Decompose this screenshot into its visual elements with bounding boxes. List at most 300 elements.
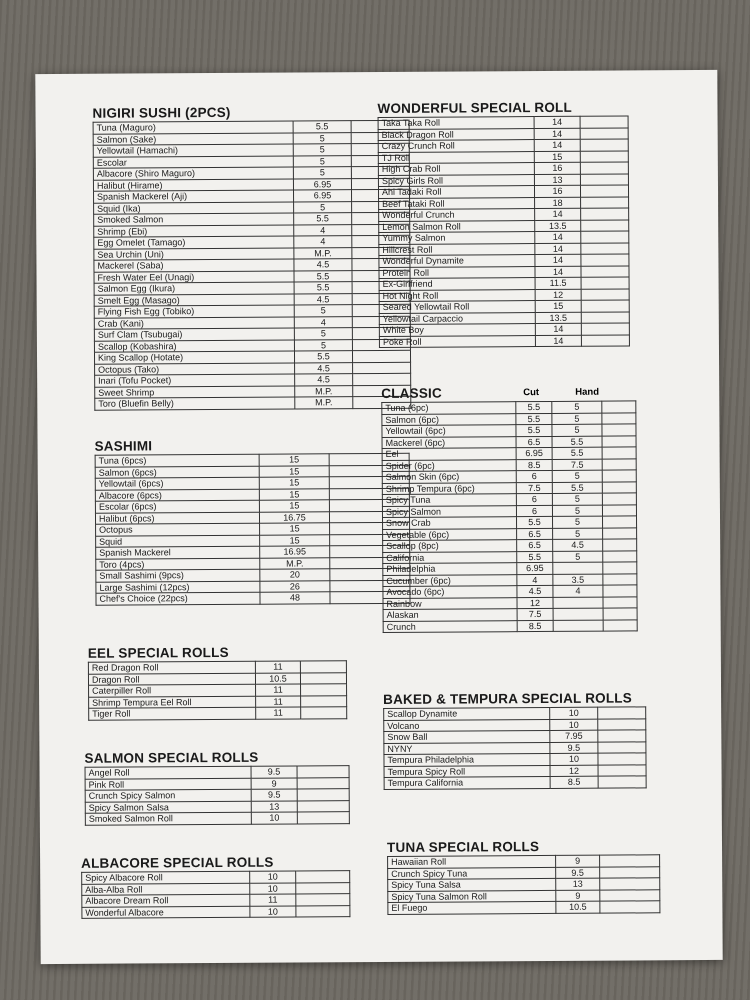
blank-cell <box>296 871 350 883</box>
hand-price: 5 <box>552 413 602 425</box>
blank-cell <box>600 878 660 890</box>
item-price: 14 <box>535 335 581 347</box>
item-price: 5 <box>294 201 352 213</box>
item-name: Tempura Philadelphia <box>384 753 550 766</box>
item-name: Tempura California <box>384 776 550 789</box>
item-price: 11 <box>256 684 301 696</box>
blank-cell <box>603 562 637 574</box>
menu-row <box>85 812 349 825</box>
blank-cell <box>602 412 636 424</box>
blank-cell <box>297 777 349 789</box>
blank-cell <box>352 350 410 362</box>
blank-cell <box>603 608 637 620</box>
blank-cell <box>602 435 636 447</box>
item-name: Red Dragon Roll <box>88 661 255 674</box>
item-price: 13 <box>534 174 580 186</box>
menu-row <box>388 901 660 914</box>
item-name: Seared Yellowtail Roll <box>379 301 535 313</box>
blank-cell <box>603 596 637 608</box>
item-price: 11 <box>250 894 296 906</box>
hand-price: 5 <box>552 505 602 517</box>
blank-cell <box>603 573 637 585</box>
blank-cell <box>296 882 350 894</box>
blank-cell <box>602 458 636 470</box>
item-price: 8.5 <box>550 776 598 788</box>
item-price: 15 <box>259 454 329 466</box>
item-name: Yellowtail Carpaccio <box>379 312 535 324</box>
item-price: 15 <box>260 523 330 535</box>
section-title: SALMON SPECIAL ROLLS <box>84 749 259 766</box>
item-price: 5 <box>293 132 351 144</box>
section-eel <box>88 644 347 720</box>
hand-price: 5.5 <box>552 436 602 448</box>
item-price: 10.5 <box>556 901 600 913</box>
hand-price: 5 <box>552 401 602 413</box>
item-price: 14 <box>534 139 580 151</box>
item-price: 14 <box>535 266 581 278</box>
blank-cell <box>300 661 346 673</box>
item-name: Octopus <box>96 523 260 536</box>
item-name: Tuna (Maguro) <box>93 121 293 134</box>
item-name: Poke Roll <box>379 335 535 347</box>
hand-price: 3.5 <box>553 574 603 586</box>
item-price: 5 <box>293 144 351 156</box>
cut-price: 5.5 <box>516 424 552 436</box>
item-name: Wonderful Crunch <box>379 209 535 221</box>
item-price: 10 <box>250 906 296 918</box>
hand-price: 5 <box>552 516 602 528</box>
blank-cell <box>598 730 646 742</box>
blank-cell <box>297 812 349 824</box>
cut-price: 5.5 <box>516 401 552 413</box>
item-name: Philadelphia <box>383 563 517 575</box>
classic-header-row <box>381 384 636 402</box>
blank-cell <box>581 311 629 323</box>
item-name: Halibut (6pcs) <box>95 512 259 525</box>
item-name: Shrimp Tempura (6pc) <box>382 482 516 494</box>
item-name: Smoked Salmon Roll <box>85 812 251 825</box>
menu-row <box>379 334 629 347</box>
blank-cell <box>301 707 347 719</box>
menu-sheet <box>35 70 722 964</box>
item-name: Spicy Tuna Salsa <box>388 878 556 891</box>
item-price: 5 <box>294 305 352 317</box>
item-name: Tuna (6pc) <box>382 402 516 414</box>
item-price: 16.95 <box>260 546 330 558</box>
cut-price: 6 <box>516 493 552 505</box>
item-name: Crazy Crunch Roll <box>378 140 534 152</box>
item-name: Crunch <box>383 620 517 632</box>
item-name: Spicy Girls Roll <box>378 174 534 186</box>
item-price: 5 <box>293 167 351 179</box>
item-price: 5 <box>293 155 351 167</box>
cut-price: 5.5 <box>517 516 553 528</box>
item-price: 14 <box>535 243 581 255</box>
item-name: White Boy <box>379 324 535 336</box>
item-name: Surf Clam (Tsubugai) <box>94 328 294 341</box>
item-name: Eel <box>382 448 516 460</box>
section-title: CLASSIC <box>381 385 442 401</box>
hand-price: 5 <box>552 493 602 505</box>
item-name: Tiger Roll <box>89 707 256 720</box>
item-price: 26 <box>260 580 330 592</box>
item-price: 4 <box>294 224 352 236</box>
blank-cell <box>602 504 636 516</box>
item-price: 15 <box>259 477 329 489</box>
blank-cell <box>580 173 628 185</box>
item-price: 20 <box>260 569 330 581</box>
blank-cell <box>297 789 349 801</box>
item-name: Chef's Choice (22pcs) <box>96 592 260 605</box>
blank-cell <box>301 684 347 696</box>
item-name: El Fuego <box>388 901 556 914</box>
item-name: Salmon Egg (Ikura) <box>94 282 294 295</box>
item-name: Crunch Spicy Tuna <box>388 867 556 880</box>
item-price: 5.5 <box>294 270 352 282</box>
item-name: Smelt Egg (Masago) <box>94 294 294 307</box>
item-name: Spicy Salmon Salsa <box>85 801 251 814</box>
item-price: 15 <box>259 465 329 477</box>
blank-cell <box>580 127 628 139</box>
item-price: 12 <box>550 765 598 777</box>
cut-price: 6 <box>516 505 552 517</box>
item-name: Scallop (8pc) <box>383 540 517 552</box>
item-price: 11 <box>256 695 301 707</box>
item-name: Yellowtail (Hamachi) <box>93 144 293 157</box>
item-name: Halibut (Hirame) <box>93 179 293 192</box>
item-name: King Scallop (Hotate) <box>94 351 294 364</box>
menu-row <box>95 396 411 409</box>
blank-cell <box>602 470 636 482</box>
menu-table <box>88 660 347 720</box>
menu-table <box>81 870 350 919</box>
item-price: 11 <box>255 661 300 673</box>
item-name: Toro (4pcs) <box>96 558 260 571</box>
hand-price: 4 <box>553 585 603 597</box>
item-price: 12 <box>535 289 581 301</box>
section-tuna <box>387 838 660 914</box>
menu-table <box>381 400 637 633</box>
item-name: Egg Omelet (Tamago) <box>94 236 294 249</box>
blank-cell <box>296 905 350 917</box>
item-price: 9 <box>556 890 600 902</box>
item-price: 14 <box>534 128 580 140</box>
item-name: Spicy Salmon <box>382 505 516 517</box>
section-title: ALBACORE SPECIAL ROLLS <box>81 854 274 871</box>
blank-cell <box>581 288 629 300</box>
item-name: Hawaiian Roll <box>388 855 556 868</box>
section-title: TUNA SPECIAL ROLLS <box>386 839 540 855</box>
item-price: 15 <box>535 300 581 312</box>
item-name: Spanish Mackerel <box>96 546 260 559</box>
blank-cell <box>301 695 347 707</box>
item-price: 5.5 <box>294 282 352 294</box>
item-name: Spicy Tuna <box>382 494 516 506</box>
item-name: Octopus (Tako) <box>95 363 295 376</box>
item-name: Volcano <box>384 719 550 732</box>
item-price: 16 <box>534 162 580 174</box>
blank-cell <box>603 585 637 597</box>
item-name: Tempura Spicy Roll <box>384 765 550 778</box>
blank-cell <box>353 362 411 374</box>
item-name: Spanish Mackerel (Aji) <box>94 190 294 203</box>
item-name: Spider (6pc) <box>382 459 516 471</box>
item-price: 6.95 <box>293 178 351 190</box>
item-price: 15 <box>260 534 330 546</box>
item-name: Yummy Salmon <box>379 232 535 244</box>
item-name: Avocado (6pc) <box>383 586 517 598</box>
blank-cell <box>598 753 646 765</box>
item-name: Alba-Alba Roll <box>82 883 250 896</box>
item-price: 5.5 <box>294 351 352 363</box>
item-price: 13 <box>251 801 297 813</box>
menu-row <box>89 707 347 720</box>
item-name: Snow Crab <box>383 517 517 529</box>
item-price: 10 <box>550 753 598 765</box>
item-name: Squid <box>96 535 260 548</box>
section-title: SASHIMI <box>94 438 153 454</box>
item-name: Salmon (Sake) <box>93 133 293 146</box>
item-price: 5.5 <box>294 213 352 225</box>
blank-cell <box>602 493 636 505</box>
item-price: 5.5 <box>293 121 351 133</box>
section-nigiri <box>92 104 411 410</box>
blank-cell <box>353 373 411 385</box>
hand-price: 5.5 <box>552 482 602 494</box>
item-price: 9.5 <box>550 742 598 754</box>
item-price: M.P. <box>295 385 353 397</box>
hand-price: 5 <box>552 424 602 436</box>
item-price: 16 <box>534 185 580 197</box>
blank-cell <box>297 800 349 812</box>
blank-cell <box>580 185 628 197</box>
blank-cell <box>600 889 660 901</box>
section-title: BAKED & TEMPURA SPECIAL ROLLS <box>383 690 632 707</box>
blank-cell <box>581 334 629 346</box>
item-price: 4.5 <box>295 374 353 386</box>
hand-price: 5 <box>553 528 603 540</box>
blank-cell <box>581 254 629 266</box>
item-price: 15 <box>534 151 580 163</box>
blank-cell <box>296 894 350 906</box>
cut-price: 6 <box>516 470 552 482</box>
blank-cell <box>602 447 636 459</box>
item-price: 6.95 <box>294 190 352 202</box>
item-price: 5 <box>294 339 352 351</box>
item-price: 14 <box>535 208 581 220</box>
section-sashimi <box>95 437 411 605</box>
menu-row <box>96 591 410 604</box>
menu-table <box>383 706 646 789</box>
blank-cell <box>600 855 660 867</box>
item-price: 14 <box>534 116 580 128</box>
cut-price: 4.5 <box>517 585 553 597</box>
item-price: 11.5 <box>535 277 581 289</box>
item-name: Yellowtail (6pc) <box>382 425 516 437</box>
item-name: Albacore (Shiro Maguro) <box>93 167 293 180</box>
item-name: Shrimp (Ebi) <box>94 225 294 238</box>
section-title: WONDERFUL SPECIAL ROLL <box>377 99 572 117</box>
item-name: Dragon Roll <box>88 673 255 686</box>
blank-cell <box>600 866 660 878</box>
item-price: 9 <box>251 778 297 790</box>
blank-cell <box>580 139 628 151</box>
item-name: Squid (Ika) <box>94 202 294 215</box>
cut-price: 6.95 <box>516 447 552 459</box>
item-name: California <box>383 551 517 563</box>
item-price: 9.5 <box>556 867 600 879</box>
item-name: Salmon (6pc) <box>382 413 516 425</box>
cut-price: 5.5 <box>516 413 552 425</box>
blank-cell <box>600 901 660 913</box>
item-price: 9.5 <box>251 789 297 801</box>
item-price: 18 <box>535 197 581 209</box>
blank-cell <box>598 718 646 730</box>
cut-price: 7.5 <box>516 482 552 494</box>
item-price: 9 <box>556 855 600 867</box>
hand-price: 7.5 <box>552 459 602 471</box>
item-name: Cucumber (6pc) <box>383 574 517 586</box>
section-wonderful <box>377 99 630 348</box>
item-name: Pink Roll <box>85 778 251 791</box>
item-name: Fresh Water Eel (Unagi) <box>94 271 294 284</box>
hand-price: 5 <box>553 551 603 563</box>
menu-table <box>85 765 350 825</box>
blank-cell <box>580 150 628 162</box>
blank-cell <box>602 401 636 413</box>
item-name: Mackerel (6pc) <box>382 436 516 448</box>
item-price: 10.5 <box>255 672 300 684</box>
menu-row <box>82 905 350 918</box>
item-name: Inari (Tofu Pocket) <box>95 374 295 387</box>
blank-cell <box>300 672 346 684</box>
item-name: Scallop (Kobashira) <box>94 340 294 353</box>
item-name: Sea Urchin (Uni) <box>94 248 294 261</box>
item-name: Vegetable (6pc) <box>383 528 517 540</box>
item-price: 4.5 <box>294 259 352 271</box>
item-price: 4.5 <box>294 293 352 305</box>
item-name: Toro (Bluefin Belly) <box>95 397 295 410</box>
item-name: Salmon Skin (6pc) <box>382 471 516 483</box>
item-price: 10 <box>250 871 296 883</box>
menu-row <box>383 619 637 632</box>
item-name: Escolar (6pcs) <box>95 500 259 513</box>
blank-cell <box>602 481 636 493</box>
item-price: 10 <box>550 719 598 731</box>
item-name: Protein Roll <box>379 266 535 278</box>
item-price: M.P. <box>295 397 353 409</box>
blank-cell <box>580 116 628 128</box>
hand-price <box>553 620 603 632</box>
blank-cell <box>581 231 629 243</box>
item-name: Crab (Kani) <box>94 317 294 330</box>
section-salmon <box>84 749 349 825</box>
item-name: Wonderful Albacore <box>82 906 250 919</box>
item-price: 10 <box>550 707 598 719</box>
menu-table <box>387 854 660 914</box>
item-name: High Crab Roll <box>378 163 534 175</box>
hand-price: 4.5 <box>553 539 603 551</box>
menu-table <box>95 453 411 605</box>
cut-price: 5.5 <box>517 551 553 563</box>
item-name: Large Sashimi (12pcs) <box>96 581 260 594</box>
item-price: 4 <box>294 236 352 248</box>
item-name: Smoked Salmon <box>94 213 294 226</box>
cut-price: 8.5 <box>516 459 552 471</box>
item-name: Spicy Albacore Roll <box>82 871 250 884</box>
blank-cell <box>603 527 637 539</box>
section-title: EEL SPECIAL ROLLS <box>87 644 229 661</box>
item-name: Ex-Girlfriend <box>379 278 535 290</box>
item-name: Sweet Shrimp <box>95 386 295 399</box>
item-price: 14 <box>535 254 581 266</box>
section-baked <box>383 690 647 789</box>
blank-cell <box>598 764 646 776</box>
blank-cell <box>297 766 349 778</box>
blank-cell <box>581 300 629 312</box>
item-name: Small Sashimi (9pcs) <box>96 569 260 582</box>
cut-price: 6.5 <box>517 528 553 540</box>
blank-cell <box>603 539 637 551</box>
item-name: Snow Ball <box>384 730 550 743</box>
blank-cell <box>603 619 637 631</box>
item-name: Yellowtail (6pcs) <box>95 477 259 490</box>
item-name: Alaskan <box>383 609 517 621</box>
blank-cell <box>581 208 629 220</box>
item-price: 13.5 <box>535 220 581 232</box>
item-price: 11 <box>256 707 301 719</box>
item-name: Caterpiller Roll <box>89 684 256 697</box>
blank-cell <box>603 550 637 562</box>
item-name: Lemon Salmon Roll <box>379 220 535 232</box>
item-price: 9.5 <box>251 766 297 778</box>
item-name: Salmon (6pcs) <box>95 466 259 479</box>
section-classic <box>381 384 638 633</box>
item-name: Tuna (6pcs) <box>95 454 259 467</box>
blank-cell <box>581 265 629 277</box>
item-price: 4.5 <box>295 362 353 374</box>
item-price: 13 <box>556 878 600 890</box>
menu-row <box>384 776 646 789</box>
item-price: 16.75 <box>259 511 329 523</box>
item-name: Albacore (6pcs) <box>95 489 259 502</box>
item-name: Hot Night Roll <box>379 289 535 301</box>
blank-cell <box>598 741 646 753</box>
item-price: 4 <box>294 316 352 328</box>
item-price: 7.95 <box>550 730 598 742</box>
blank-cell <box>581 323 629 335</box>
blank-cell <box>580 162 628 174</box>
item-price: 10 <box>250 883 296 895</box>
blank-cell <box>581 242 629 254</box>
item-price: 48 <box>260 592 330 604</box>
cut-price: 8.5 <box>517 620 553 632</box>
hand-price <box>553 562 603 574</box>
blank-cell <box>581 219 629 231</box>
hand-price <box>553 608 603 620</box>
item-name: Flying Fish Egg (Tobiko) <box>94 305 294 318</box>
blank-cell <box>598 776 646 788</box>
item-price: 13.5 <box>535 312 581 324</box>
item-name: NYNY <box>384 742 550 755</box>
item-name: Shrimp Tempura Eel Roll <box>89 696 256 709</box>
hand-price: 5.5 <box>552 447 602 459</box>
item-price: 5 <box>294 328 352 340</box>
cut-price: 6.95 <box>517 562 553 574</box>
hand-price <box>553 597 603 609</box>
hand-price: 5 <box>552 470 602 482</box>
cut-price: 4 <box>517 574 553 586</box>
